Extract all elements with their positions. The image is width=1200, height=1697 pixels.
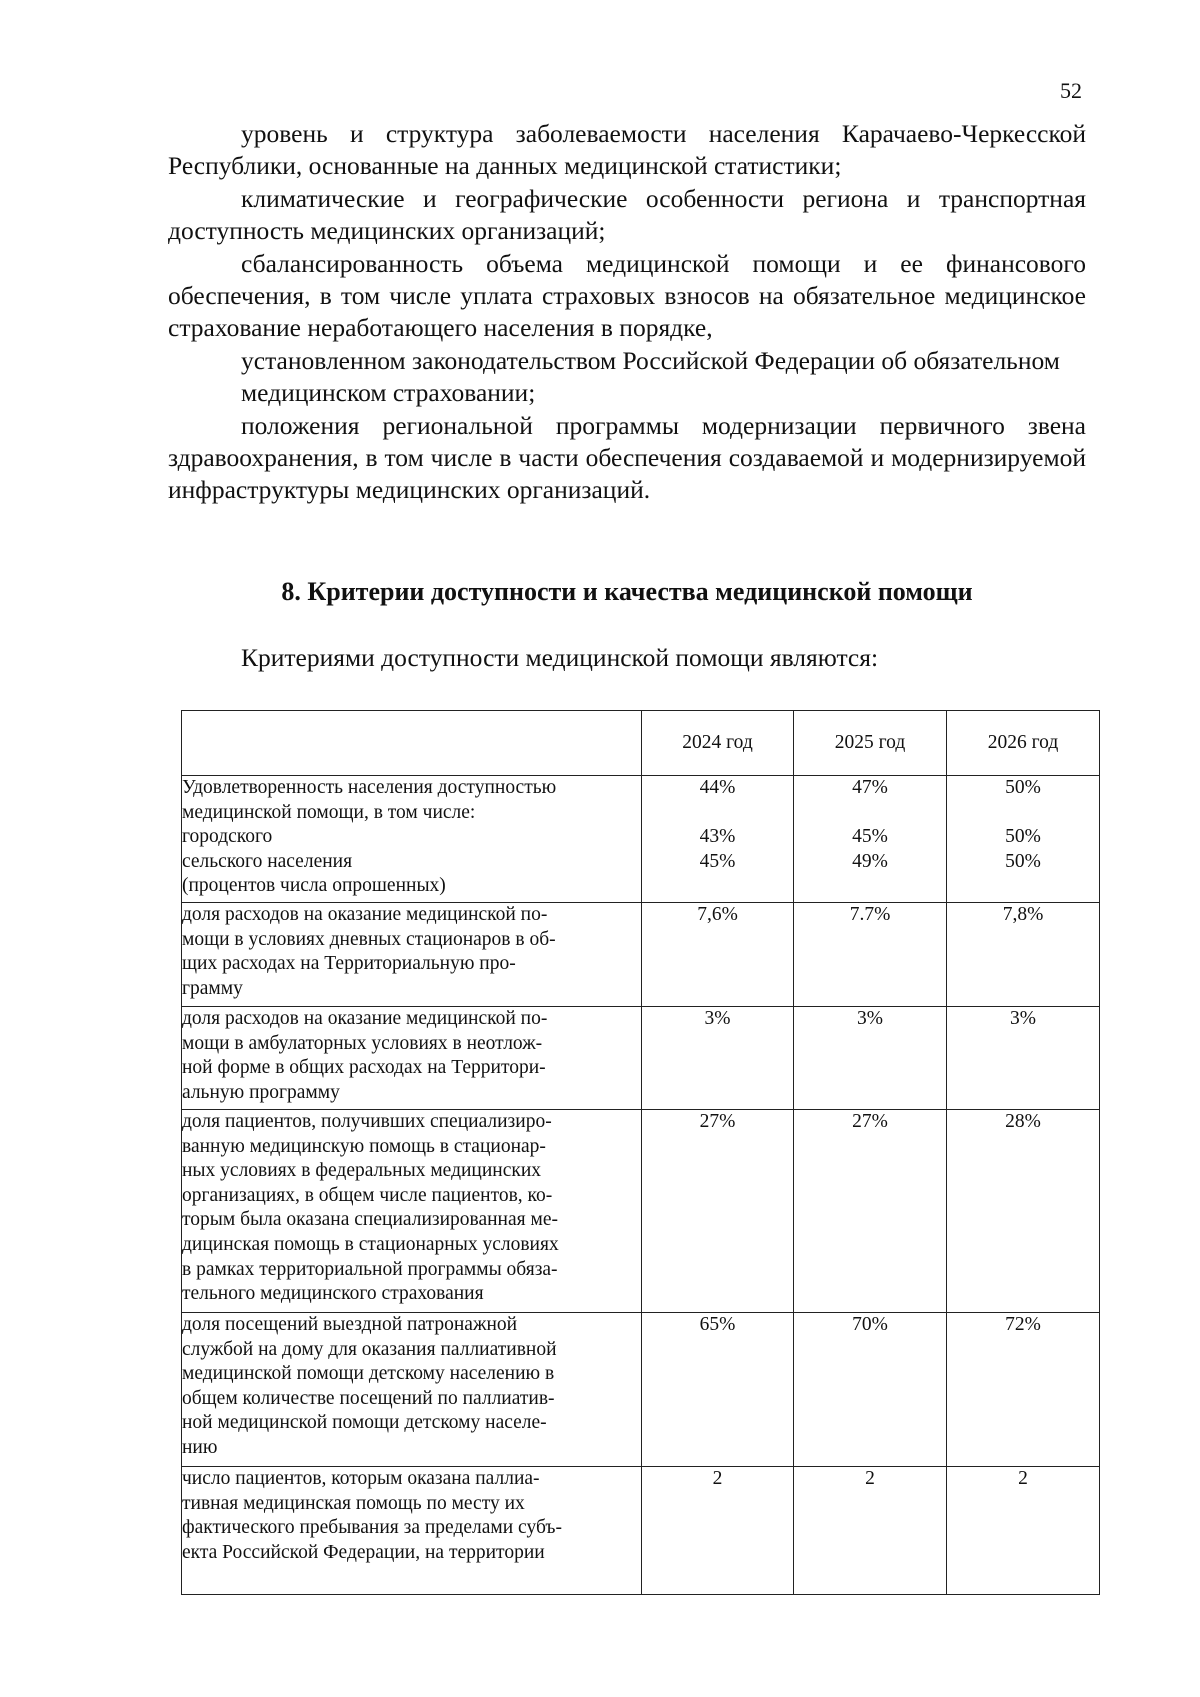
header-year-2026: 2026 год <box>947 711 1100 776</box>
criterion-line: доля пациентов, получивших специализиро- <box>182 1111 552 1132</box>
criterion-line: тивная медицинская помощь по месту их <box>182 1492 525 1514</box>
criterion-line: альную программу <box>182 1081 340 1103</box>
paragraph: климатические и географические особенности региона и транспортная доступность медицинских организаций; <box>168 183 1086 246</box>
table-row <box>182 776 1100 903</box>
value: 50% <box>1005 850 1041 872</box>
criterion-line: общем количестве посещений по паллиатив- <box>182 1387 555 1409</box>
criterion-line: торым была оказана специализированная ме- <box>182 1209 558 1231</box>
value-2025 <box>794 1467 947 1595</box>
criterion-line: число пациентов, которым оказана паллиа- <box>182 1468 540 1489</box>
value: 2 <box>865 1468 875 1489</box>
value-2024 <box>642 1110 794 1313</box>
spacer <box>794 801 946 826</box>
value: 2 <box>712 1468 723 1489</box>
value-2025 <box>794 1007 947 1110</box>
value: 28% <box>1005 1111 1041 1132</box>
criterion-line: Удовлетворенность населения доступностью <box>182 777 557 798</box>
value-2026 <box>947 903 1100 1007</box>
paragraph: положения региональной программы модернизации первичного звена здравоохранения, в том числе в части обеспечения создаваемой и модернизируемой инфраструктуры медицинских организаций. <box>168 410 1086 505</box>
value: 3% <box>704 1008 731 1029</box>
paragraph: уровень и структура заболеваемости населения Карачаево-Черкесской Республики, основанные на данных медицинской статистики; <box>168 119 1086 181</box>
criterion-line: дицинская помощь в стационарных условиях <box>182 1233 559 1255</box>
table-row <box>182 1467 1100 1595</box>
value: 70% <box>852 1314 888 1335</box>
value: 65% <box>699 1314 736 1335</box>
value: 7,8% <box>1002 904 1044 925</box>
value-2026 <box>947 1110 1100 1313</box>
criterion-line: городского <box>182 826 273 848</box>
value: 49% <box>852 850 888 872</box>
header-criterion <box>182 711 642 776</box>
criterion-cell <box>182 1110 642 1313</box>
criterion-line: службой на дому для оказания паллиативной <box>182 1338 557 1360</box>
value: 2 <box>1018 1468 1028 1489</box>
criterion-line: сельского населения <box>182 850 353 872</box>
criterion-line: медицинской помощи детскому населению в <box>182 1363 555 1385</box>
criterion-line: ных условиях в федеральных медицинских <box>182 1160 542 1182</box>
criterion-cell <box>182 776 642 903</box>
spacer <box>947 801 1099 826</box>
paragraph: медицинском страховании; <box>241 378 536 408</box>
spacer <box>642 801 793 826</box>
table-row <box>182 1110 1100 1313</box>
criterion-line: ванную медицинскую помощь в стационар- <box>182 1135 546 1157</box>
criterion-line: тельного медицинского страхования <box>182 1283 484 1305</box>
value: 50% <box>1005 826 1041 848</box>
criterion-line: доля расходов на оказание медицинской по- <box>182 904 548 925</box>
value-2024 <box>642 1467 794 1595</box>
criterion-line: (процентов числа опрошенных) <box>182 875 446 897</box>
value-2025 <box>794 1110 947 1313</box>
value: 50% <box>1005 777 1041 798</box>
value-2026 <box>947 1007 1100 1110</box>
value: 27% <box>699 1111 736 1132</box>
criterion-line: ной форме в общих расходах на Территори- <box>182 1057 546 1079</box>
value: 7,6% <box>697 904 738 925</box>
criterion-line: мощи в условиях дневных стационаров в об- <box>182 928 556 950</box>
value-2026 <box>947 776 1100 903</box>
value: 45% <box>852 826 888 848</box>
criterion-line: грамму <box>182 977 243 999</box>
criterion-line: екта Российской Федерации, на территории <box>182 1541 545 1563</box>
value-2024 <box>642 1007 794 1110</box>
criterion-line: доля посещений выездной патронажной <box>182 1314 518 1335</box>
criterion-line: щих расходах на Территориальную про- <box>182 953 516 975</box>
criterion-cell <box>182 1313 642 1467</box>
value: 3% <box>857 1008 883 1029</box>
intro-text: Критериями доступности медицинской помощи являются: <box>241 643 879 672</box>
value: 44% <box>699 777 736 798</box>
value: 27% <box>852 1111 888 1132</box>
value: 43% <box>699 826 736 848</box>
value-2024 <box>642 776 794 903</box>
criterion-line: в рамках территориальной программы обяза- <box>182 1258 558 1280</box>
table-row <box>182 1313 1100 1467</box>
value: 7.7% <box>849 904 891 925</box>
value-2026 <box>947 1313 1100 1467</box>
value: 3% <box>1010 1008 1036 1029</box>
value-2026 <box>947 1467 1100 1595</box>
header-year-2025: 2025 год <box>794 711 947 776</box>
criterion-line: мощи в амбулаторных условиях в неотлож- <box>182 1032 543 1054</box>
criterion-cell <box>182 1007 642 1110</box>
table-header-row <box>182 711 1100 776</box>
value-2025 <box>794 776 947 903</box>
value: 45% <box>699 850 736 872</box>
header-year-2024: 2024 год <box>642 711 794 776</box>
value-2024 <box>642 1313 794 1467</box>
criterion-line: медицинской помощи, в том числе: <box>182 801 476 823</box>
table-row <box>182 903 1100 1007</box>
value: 47% <box>852 777 888 798</box>
criterion-line: доля расходов на оказание медицинской по- <box>182 1008 548 1029</box>
criterion-line: ной медицинской помощи детскому населе- <box>182 1412 547 1434</box>
value-2025 <box>794 903 947 1007</box>
criterion-line: нию <box>182 1436 218 1458</box>
criterion-cell <box>182 1467 642 1595</box>
value: 72% <box>1005 1314 1041 1335</box>
criterion-line: фактического пребывания за пределами субъ- <box>182 1517 562 1539</box>
criteria-table <box>181 710 1100 1595</box>
page-number: 52 <box>1060 78 1082 103</box>
criterion-cell <box>182 903 642 1007</box>
paragraph: сбалансированность объема медицинской помощи и ее финансового обеспечения, в том числе уплата страховых взносов на обязательное медицинское страхование неработающего населения в порядке, <box>168 248 1086 343</box>
value-2024 <box>642 903 794 1007</box>
table-row <box>182 1007 1100 1110</box>
body-text <box>168 118 1086 507</box>
section-heading: 8. Критерии доступности и качества медицинской помощи <box>281 577 973 606</box>
criterion-line: организациях, в общем числе пациентов, ко- <box>182 1184 553 1206</box>
value-2025 <box>794 1313 947 1467</box>
paragraph: установленном законодательством Российской Федерации об обязательном <box>241 345 1060 375</box>
